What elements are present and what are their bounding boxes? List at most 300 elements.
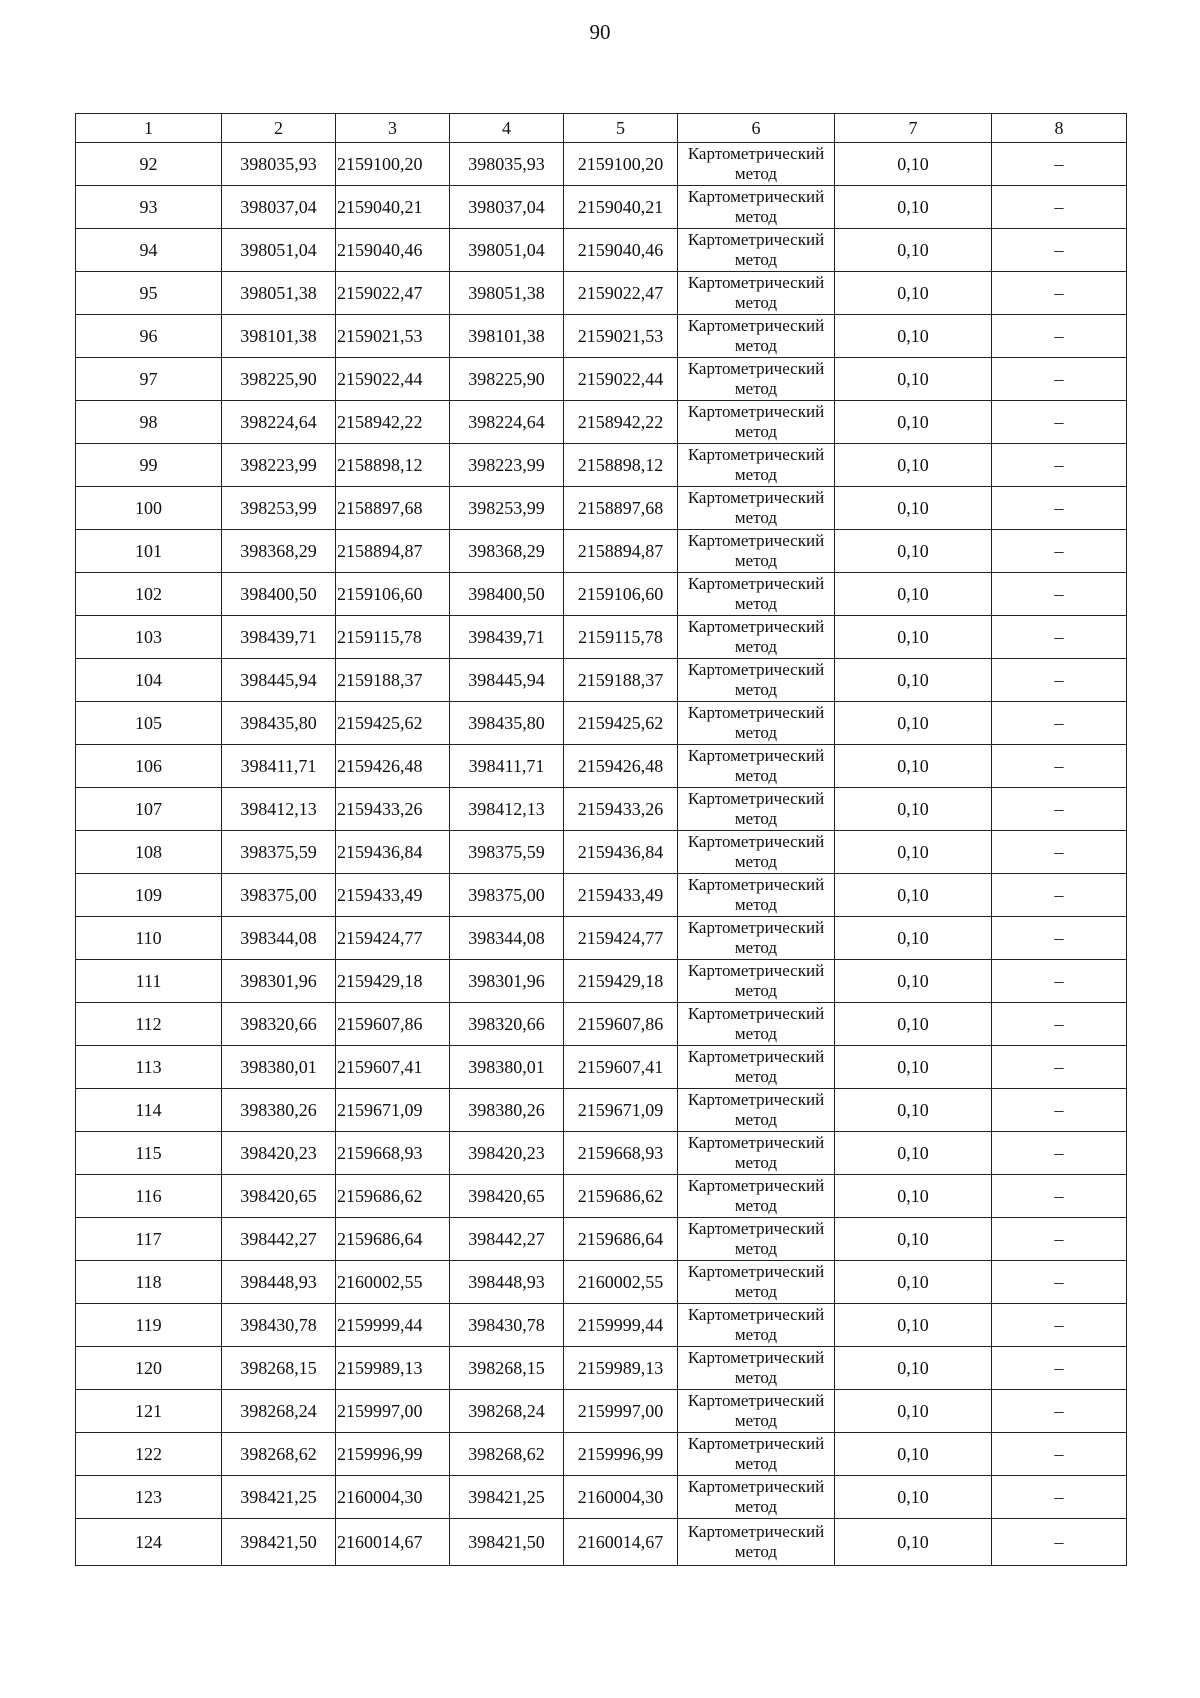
accuracy-cell: 0,10 xyxy=(835,186,992,229)
accuracy-cell: 0,10 xyxy=(835,1347,992,1390)
accuracy-cell: 0,10 xyxy=(835,1519,992,1566)
note-cell: – xyxy=(992,831,1127,874)
x-coord-cell: 398380,26 xyxy=(222,1089,336,1132)
x-coord-cell: 398380,01 xyxy=(450,1046,564,1089)
y-coord-cell: 2158897,68 xyxy=(564,487,678,530)
y-coord-cell: 2159106,60 xyxy=(336,573,450,616)
method-cell: Картометрический метод xyxy=(678,1261,835,1304)
accuracy-cell: 0,10 xyxy=(835,315,992,358)
x-coord-cell: 398035,93 xyxy=(222,143,336,186)
y-coord-cell: 2159115,78 xyxy=(336,616,450,659)
point-number-cell: 123 xyxy=(76,1476,222,1519)
y-coord-cell: 2159115,78 xyxy=(564,616,678,659)
accuracy-cell: 0,10 xyxy=(835,831,992,874)
accuracy-cell: 0,10 xyxy=(835,917,992,960)
y-coord-cell: 2159999,44 xyxy=(336,1304,450,1347)
y-coord-cell: 2159188,37 xyxy=(336,659,450,702)
x-coord-cell: 398268,15 xyxy=(450,1347,564,1390)
x-coord-cell: 398421,50 xyxy=(222,1519,336,1566)
x-coord-cell: 398253,99 xyxy=(222,487,336,530)
y-coord-cell: 2159040,21 xyxy=(564,186,678,229)
x-coord-cell: 398421,25 xyxy=(222,1476,336,1519)
note-cell: – xyxy=(992,1390,1127,1433)
x-coord-cell: 398301,96 xyxy=(450,960,564,1003)
y-coord-cell: 2158894,87 xyxy=(336,530,450,573)
method-cell: Картометрический метод xyxy=(678,702,835,745)
x-coord-cell: 398225,90 xyxy=(222,358,336,401)
method-cell: Картометрический метод xyxy=(678,1304,835,1347)
accuracy-cell: 0,10 xyxy=(835,401,992,444)
accuracy-cell: 0,10 xyxy=(835,530,992,573)
accuracy-cell: 0,10 xyxy=(835,1046,992,1089)
point-number-cell: 116 xyxy=(76,1175,222,1218)
x-coord-cell: 398445,94 xyxy=(450,659,564,702)
accuracy-cell: 0,10 xyxy=(835,1304,992,1347)
table-row xyxy=(76,1003,1127,1046)
y-coord-cell: 2159021,53 xyxy=(336,315,450,358)
y-coord-cell: 2159021,53 xyxy=(564,315,678,358)
table-row xyxy=(76,487,1127,530)
y-coord-cell: 2159424,77 xyxy=(336,917,450,960)
note-cell: – xyxy=(992,444,1127,487)
accuracy-cell: 0,10 xyxy=(835,1175,992,1218)
y-coord-cell: 2159040,46 xyxy=(336,229,450,272)
y-coord-cell: 2159426,48 xyxy=(564,745,678,788)
table-row xyxy=(76,358,1127,401)
y-coord-cell: 2159999,44 xyxy=(564,1304,678,1347)
x-coord-cell: 398223,99 xyxy=(450,444,564,487)
method-cell: Картометрический метод xyxy=(678,358,835,401)
y-coord-cell: 2160004,30 xyxy=(564,1476,678,1519)
note-cell: – xyxy=(992,1261,1127,1304)
table-row xyxy=(76,1390,1127,1433)
table-row xyxy=(76,1519,1127,1566)
note-cell: – xyxy=(992,186,1127,229)
note-cell: – xyxy=(992,530,1127,573)
method-cell: Картометрический метод xyxy=(678,1519,835,1566)
accuracy-cell: 0,10 xyxy=(835,444,992,487)
x-coord-cell: 398051,04 xyxy=(450,229,564,272)
method-cell: Картометрический метод xyxy=(678,487,835,530)
y-coord-cell: 2159106,60 xyxy=(564,573,678,616)
accuracy-cell: 0,10 xyxy=(835,487,992,530)
x-coord-cell: 398368,29 xyxy=(222,530,336,573)
method-cell: Картометрический метод xyxy=(678,1347,835,1390)
x-coord-cell: 398421,50 xyxy=(450,1519,564,1566)
point-number-cell: 94 xyxy=(76,229,222,272)
method-cell: Картометрический метод xyxy=(678,831,835,874)
point-number-cell: 98 xyxy=(76,401,222,444)
note-cell: – xyxy=(992,1175,1127,1218)
y-coord-cell: 2159686,62 xyxy=(336,1175,450,1218)
y-coord-cell: 2158898,12 xyxy=(564,444,678,487)
x-coord-cell: 398223,99 xyxy=(222,444,336,487)
y-coord-cell: 2160014,67 xyxy=(336,1519,450,1566)
y-coord-cell: 2159188,37 xyxy=(564,659,678,702)
point-number-cell: 97 xyxy=(76,358,222,401)
note-cell: – xyxy=(992,1347,1127,1390)
x-coord-cell: 398439,71 xyxy=(222,616,336,659)
x-coord-cell: 398037,04 xyxy=(450,186,564,229)
x-coord-cell: 398253,99 xyxy=(450,487,564,530)
x-coord-cell: 398224,64 xyxy=(450,401,564,444)
y-coord-cell: 2159436,84 xyxy=(564,831,678,874)
y-coord-cell: 2159100,20 xyxy=(564,143,678,186)
table-row xyxy=(76,745,1127,788)
x-coord-cell: 398420,65 xyxy=(450,1175,564,1218)
method-cell: Картометрический метод xyxy=(678,745,835,788)
note-cell: – xyxy=(992,616,1127,659)
note-cell: – xyxy=(992,401,1127,444)
table-row xyxy=(76,1089,1127,1132)
table-row xyxy=(76,444,1127,487)
accuracy-cell: 0,10 xyxy=(835,874,992,917)
table-row xyxy=(76,573,1127,616)
note-cell: – xyxy=(992,487,1127,530)
method-cell: Картометрический метод xyxy=(678,616,835,659)
y-coord-cell: 2159671,09 xyxy=(336,1089,450,1132)
x-coord-cell: 398435,80 xyxy=(450,702,564,745)
y-coord-cell: 2159433,49 xyxy=(336,874,450,917)
note-cell: – xyxy=(992,315,1127,358)
x-coord-cell: 398400,50 xyxy=(222,573,336,616)
note-cell: – xyxy=(992,1433,1127,1476)
y-coord-cell: 2159040,21 xyxy=(336,186,450,229)
table-row xyxy=(76,272,1127,315)
x-coord-cell: 398435,80 xyxy=(222,702,336,745)
accuracy-cell: 0,10 xyxy=(835,573,992,616)
column-header: 2 xyxy=(222,114,336,143)
column-header: 7 xyxy=(835,114,992,143)
page-number: 90 xyxy=(589,20,611,44)
table-body xyxy=(76,143,1127,1566)
x-coord-cell: 398268,62 xyxy=(450,1433,564,1476)
accuracy-cell: 0,10 xyxy=(835,1476,992,1519)
table-row xyxy=(76,702,1127,745)
point-number-cell: 113 xyxy=(76,1046,222,1089)
accuracy-cell: 0,10 xyxy=(835,1433,992,1476)
point-number-cell: 120 xyxy=(76,1347,222,1390)
x-coord-cell: 398442,27 xyxy=(450,1218,564,1261)
y-coord-cell: 2159100,20 xyxy=(336,143,450,186)
method-cell: Картометрический метод xyxy=(678,143,835,186)
method-cell: Картометрический метод xyxy=(678,874,835,917)
y-coord-cell: 2159022,47 xyxy=(336,272,450,315)
table-row xyxy=(76,1304,1127,1347)
y-coord-cell: 2159022,47 xyxy=(564,272,678,315)
method-cell: Картометрический метод xyxy=(678,229,835,272)
method-cell: Картометрический метод xyxy=(678,315,835,358)
point-number-cell: 114 xyxy=(76,1089,222,1132)
x-coord-cell: 398051,38 xyxy=(450,272,564,315)
method-cell: Картометрический метод xyxy=(678,1433,835,1476)
y-coord-cell: 2160002,55 xyxy=(336,1261,450,1304)
y-coord-cell: 2159022,44 xyxy=(564,358,678,401)
y-coord-cell: 2159607,86 xyxy=(564,1003,678,1046)
y-coord-cell: 2159686,62 xyxy=(564,1175,678,1218)
table-row xyxy=(76,616,1127,659)
x-coord-cell: 398448,93 xyxy=(450,1261,564,1304)
note-cell: – xyxy=(992,659,1127,702)
x-coord-cell: 398268,62 xyxy=(222,1433,336,1476)
note-cell: – xyxy=(992,1132,1127,1175)
accuracy-cell: 0,10 xyxy=(835,1218,992,1261)
y-coord-cell: 2159429,18 xyxy=(336,960,450,1003)
note-cell: – xyxy=(992,745,1127,788)
x-coord-cell: 398442,27 xyxy=(222,1218,336,1261)
table-row xyxy=(76,917,1127,960)
accuracy-cell: 0,10 xyxy=(835,702,992,745)
table-row xyxy=(76,1175,1127,1218)
x-coord-cell: 398448,93 xyxy=(222,1261,336,1304)
point-number-cell: 109 xyxy=(76,874,222,917)
y-coord-cell: 2159424,77 xyxy=(564,917,678,960)
method-cell: Картометрический метод xyxy=(678,917,835,960)
table-row xyxy=(76,1218,1127,1261)
table-row xyxy=(76,1433,1127,1476)
method-cell: Картометрический метод xyxy=(678,1089,835,1132)
x-coord-cell: 398268,15 xyxy=(222,1347,336,1390)
y-coord-cell: 2159425,62 xyxy=(564,702,678,745)
table-row xyxy=(76,229,1127,272)
y-coord-cell: 2159996,99 xyxy=(564,1433,678,1476)
x-coord-cell: 398412,13 xyxy=(222,788,336,831)
y-coord-cell: 2158894,87 xyxy=(564,530,678,573)
point-number-cell: 104 xyxy=(76,659,222,702)
header-row xyxy=(76,114,1127,143)
x-coord-cell: 398439,71 xyxy=(450,616,564,659)
point-number-cell: 102 xyxy=(76,573,222,616)
point-number-cell: 95 xyxy=(76,272,222,315)
x-coord-cell: 398051,04 xyxy=(222,229,336,272)
table-row xyxy=(76,1132,1127,1175)
method-cell: Картометрический метод xyxy=(678,1046,835,1089)
y-coord-cell: 2159671,09 xyxy=(564,1089,678,1132)
column-header: 4 xyxy=(450,114,564,143)
point-number-cell: 121 xyxy=(76,1390,222,1433)
point-number-cell: 100 xyxy=(76,487,222,530)
note-cell: – xyxy=(992,272,1127,315)
table-row xyxy=(76,831,1127,874)
note-cell: – xyxy=(992,702,1127,745)
accuracy-cell: 0,10 xyxy=(835,616,992,659)
x-coord-cell: 398430,78 xyxy=(450,1304,564,1347)
method-cell: Картометрический метод xyxy=(678,1476,835,1519)
y-coord-cell: 2159426,48 xyxy=(336,745,450,788)
x-coord-cell: 398375,59 xyxy=(450,831,564,874)
y-coord-cell: 2159433,26 xyxy=(564,788,678,831)
accuracy-cell: 0,10 xyxy=(835,659,992,702)
note-cell: – xyxy=(992,788,1127,831)
x-coord-cell: 398368,29 xyxy=(450,530,564,573)
note-cell: – xyxy=(992,874,1127,917)
accuracy-cell: 0,10 xyxy=(835,1132,992,1175)
column-header: 6 xyxy=(678,114,835,143)
column-header: 8 xyxy=(992,114,1127,143)
y-coord-cell: 2160004,30 xyxy=(336,1476,450,1519)
x-coord-cell: 398375,00 xyxy=(222,874,336,917)
point-number-cell: 115 xyxy=(76,1132,222,1175)
y-coord-cell: 2160002,55 xyxy=(564,1261,678,1304)
method-cell: Картометрический метод xyxy=(678,1003,835,1046)
table-row xyxy=(76,1347,1127,1390)
y-coord-cell: 2159433,49 xyxy=(564,874,678,917)
table-row xyxy=(76,401,1127,444)
note-cell: – xyxy=(992,917,1127,960)
method-cell: Картометрический метод xyxy=(678,272,835,315)
x-coord-cell: 398101,38 xyxy=(450,315,564,358)
y-coord-cell: 2159989,13 xyxy=(564,1347,678,1390)
x-coord-cell: 398320,66 xyxy=(222,1003,336,1046)
x-coord-cell: 398301,96 xyxy=(222,960,336,1003)
point-number-cell: 93 xyxy=(76,186,222,229)
table-row xyxy=(76,874,1127,917)
method-cell: Картометрический метод xyxy=(678,659,835,702)
x-coord-cell: 398380,01 xyxy=(222,1046,336,1089)
note-cell: – xyxy=(992,1476,1127,1519)
x-coord-cell: 398420,65 xyxy=(222,1175,336,1218)
point-number-cell: 112 xyxy=(76,1003,222,1046)
y-coord-cell: 2158942,22 xyxy=(336,401,450,444)
note-cell: – xyxy=(992,960,1127,1003)
point-number-cell: 92 xyxy=(76,143,222,186)
x-coord-cell: 398445,94 xyxy=(222,659,336,702)
table-row xyxy=(76,315,1127,358)
note-cell: – xyxy=(992,1089,1127,1132)
x-coord-cell: 398320,66 xyxy=(450,1003,564,1046)
point-number-cell: 124 xyxy=(76,1519,222,1566)
column-header: 5 xyxy=(564,114,678,143)
y-coord-cell: 2159607,86 xyxy=(336,1003,450,1046)
y-coord-cell: 2160014,67 xyxy=(564,1519,678,1566)
y-coord-cell: 2159040,46 xyxy=(564,229,678,272)
y-coord-cell: 2158898,12 xyxy=(336,444,450,487)
x-coord-cell: 398420,23 xyxy=(450,1132,564,1175)
y-coord-cell: 2159436,84 xyxy=(336,831,450,874)
table-row xyxy=(76,1476,1127,1519)
note-cell: – xyxy=(992,143,1127,186)
column-header: 1 xyxy=(76,114,222,143)
x-coord-cell: 398380,26 xyxy=(450,1089,564,1132)
point-number-cell: 110 xyxy=(76,917,222,960)
note-cell: – xyxy=(992,1003,1127,1046)
table-row xyxy=(76,659,1127,702)
point-number-cell: 105 xyxy=(76,702,222,745)
x-coord-cell: 398375,00 xyxy=(450,874,564,917)
method-cell: Картометрический метод xyxy=(678,1175,835,1218)
y-coord-cell: 2158942,22 xyxy=(564,401,678,444)
table-row xyxy=(76,530,1127,573)
y-coord-cell: 2159425,62 xyxy=(336,702,450,745)
coordinates-table xyxy=(75,113,1127,1566)
y-coord-cell: 2159997,00 xyxy=(336,1390,450,1433)
x-coord-cell: 398344,08 xyxy=(450,917,564,960)
y-coord-cell: 2159989,13 xyxy=(336,1347,450,1390)
point-number-cell: 122 xyxy=(76,1433,222,1476)
y-coord-cell: 2159997,00 xyxy=(564,1390,678,1433)
accuracy-cell: 0,10 xyxy=(835,1003,992,1046)
x-coord-cell: 398224,64 xyxy=(222,401,336,444)
method-cell: Картометрический метод xyxy=(678,530,835,573)
x-coord-cell: 398420,23 xyxy=(222,1132,336,1175)
x-coord-cell: 398051,38 xyxy=(222,272,336,315)
x-coord-cell: 398037,04 xyxy=(222,186,336,229)
point-number-cell: 111 xyxy=(76,960,222,1003)
accuracy-cell: 0,10 xyxy=(835,358,992,401)
method-cell: Картометрический метод xyxy=(678,401,835,444)
point-number-cell: 106 xyxy=(76,745,222,788)
y-coord-cell: 2159996,99 xyxy=(336,1433,450,1476)
method-cell: Картометрический метод xyxy=(678,960,835,1003)
y-coord-cell: 2159022,44 xyxy=(336,358,450,401)
y-coord-cell: 2159433,26 xyxy=(336,788,450,831)
column-header: 3 xyxy=(336,114,450,143)
accuracy-cell: 0,10 xyxy=(835,745,992,788)
note-cell: – xyxy=(992,1519,1127,1566)
y-coord-cell: 2159686,64 xyxy=(336,1218,450,1261)
x-coord-cell: 398421,25 xyxy=(450,1476,564,1519)
x-coord-cell: 398035,93 xyxy=(450,143,564,186)
y-coord-cell: 2159668,93 xyxy=(564,1132,678,1175)
point-number-cell: 107 xyxy=(76,788,222,831)
method-cell: Картометрический метод xyxy=(678,788,835,831)
point-number-cell: 118 xyxy=(76,1261,222,1304)
note-cell: – xyxy=(992,1218,1127,1261)
table-row xyxy=(76,186,1127,229)
point-number-cell: 101 xyxy=(76,530,222,573)
x-coord-cell: 398412,13 xyxy=(450,788,564,831)
method-cell: Картометрический метод xyxy=(678,573,835,616)
y-coord-cell: 2159607,41 xyxy=(564,1046,678,1089)
x-coord-cell: 398268,24 xyxy=(450,1390,564,1433)
note-cell: – xyxy=(992,229,1127,272)
method-cell: Картометрический метод xyxy=(678,1390,835,1433)
table-row xyxy=(76,143,1127,186)
y-coord-cell: 2158897,68 xyxy=(336,487,450,530)
note-cell: – xyxy=(992,1304,1127,1347)
x-coord-cell: 398101,38 xyxy=(222,315,336,358)
table-row xyxy=(76,960,1127,1003)
method-cell: Картометрический метод xyxy=(678,186,835,229)
method-cell: Картометрический метод xyxy=(678,444,835,487)
note-cell: – xyxy=(992,358,1127,401)
table-row xyxy=(76,788,1127,831)
accuracy-cell: 0,10 xyxy=(835,272,992,315)
accuracy-cell: 0,10 xyxy=(835,229,992,272)
accuracy-cell: 0,10 xyxy=(835,960,992,1003)
point-number-cell: 99 xyxy=(76,444,222,487)
point-number-cell: 117 xyxy=(76,1218,222,1261)
x-coord-cell: 398344,08 xyxy=(222,917,336,960)
point-number-cell: 96 xyxy=(76,315,222,358)
point-number-cell: 103 xyxy=(76,616,222,659)
x-coord-cell: 398400,50 xyxy=(450,573,564,616)
y-coord-cell: 2159607,41 xyxy=(336,1046,450,1089)
table-row xyxy=(76,1046,1127,1089)
point-number-cell: 108 xyxy=(76,831,222,874)
x-coord-cell: 398268,24 xyxy=(222,1390,336,1433)
method-cell: Картометрический метод xyxy=(678,1132,835,1175)
y-coord-cell: 2159668,93 xyxy=(336,1132,450,1175)
table-row xyxy=(76,1261,1127,1304)
accuracy-cell: 0,10 xyxy=(835,1089,992,1132)
accuracy-cell: 0,10 xyxy=(835,1261,992,1304)
note-cell: – xyxy=(992,1046,1127,1089)
y-coord-cell: 2159429,18 xyxy=(564,960,678,1003)
accuracy-cell: 0,10 xyxy=(835,143,992,186)
accuracy-cell: 0,10 xyxy=(835,788,992,831)
x-coord-cell: 398430,78 xyxy=(222,1304,336,1347)
